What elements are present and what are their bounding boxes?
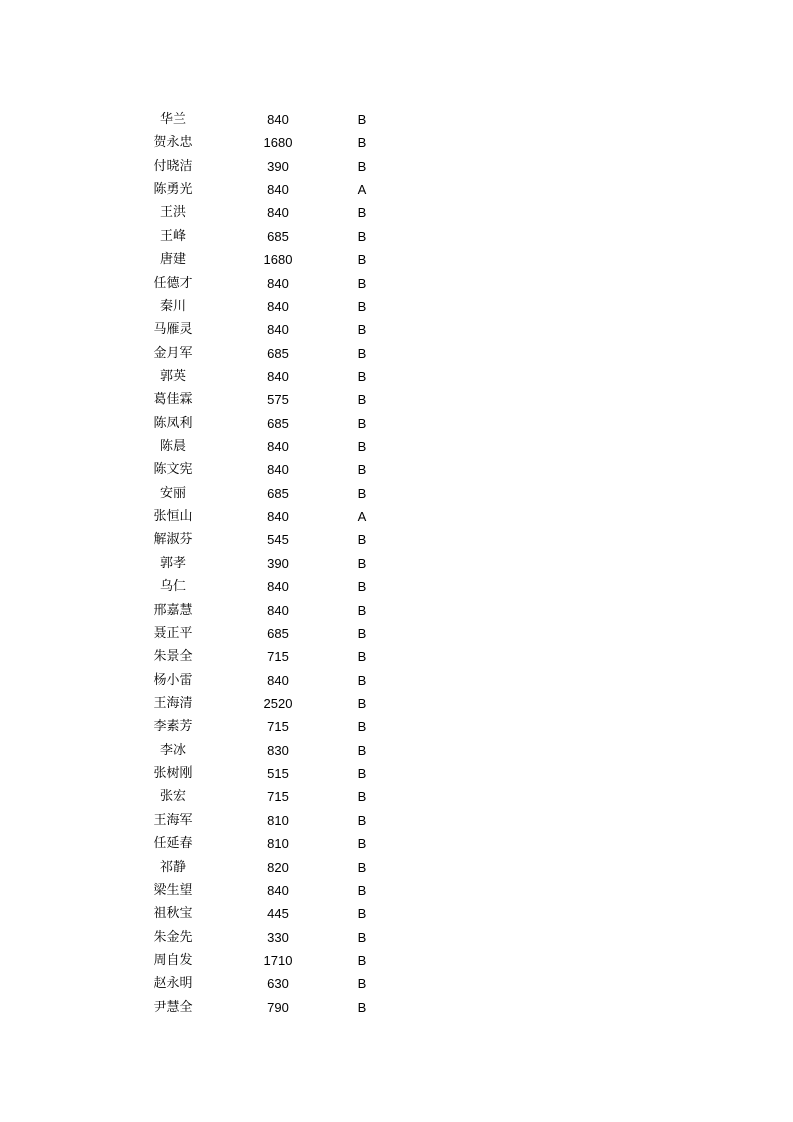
name-cell: 付晓洁 (153, 158, 193, 174)
table-row (0, 715, 793, 738)
grade-cell: B (357, 158, 367, 174)
table-row (0, 552, 793, 575)
table-row (0, 295, 793, 318)
amount-cell: 840 (267, 579, 289, 595)
name-cell: 朱景全 (153, 649, 193, 665)
amount-cell: 840 (267, 672, 289, 688)
amount-cell: 545 (267, 532, 289, 548)
table-row (0, 669, 793, 692)
table-row (0, 622, 793, 645)
table-row (0, 996, 793, 1019)
table-row (0, 412, 793, 435)
grade-cell: B (357, 789, 367, 805)
grade-cell: A (357, 509, 367, 525)
name-cell: 郭孝 (159, 555, 186, 571)
grade-cell: B (357, 976, 367, 992)
table-row (0, 225, 793, 248)
amount-cell: 1680 (263, 252, 293, 268)
name-cell: 赵永明 (153, 976, 193, 992)
name-cell: 陈文宪 (153, 462, 193, 478)
name-cell: 李素芳 (153, 719, 193, 735)
grade-cell: B (357, 649, 367, 665)
table-row (0, 272, 793, 295)
amount-cell: 840 (267, 275, 289, 291)
amount-cell: 840 (267, 462, 289, 478)
name-cell: 贺永忠 (153, 135, 193, 151)
name-cell: 安丽 (159, 485, 186, 501)
name-cell: 秦川 (159, 298, 186, 314)
table-row (0, 599, 793, 622)
name-cell: 王海清 (153, 695, 193, 711)
name-cell: 张恒山 (153, 509, 193, 525)
grade-cell: B (357, 532, 367, 548)
amount-cell: 685 (267, 345, 289, 361)
name-cell: 聂正平 (153, 625, 193, 641)
name-cell: 张树刚 (153, 766, 193, 782)
amount-cell: 445 (267, 906, 289, 922)
table-row (0, 131, 793, 154)
grade-cell: B (357, 882, 367, 898)
name-cell: 陈凤利 (153, 415, 193, 431)
grade-cell: B (357, 368, 367, 384)
table-row (0, 342, 793, 365)
name-cell: 祖秋宝 (153, 906, 193, 922)
grade-cell: B (357, 625, 367, 641)
name-cell: 梁生望 (153, 882, 193, 898)
grade-cell: B (357, 252, 367, 268)
name-cell: 金月军 (153, 345, 193, 361)
table-row (0, 692, 793, 715)
grade-cell: B (357, 228, 367, 244)
grade-cell: B (357, 555, 367, 571)
name-cell: 陈勇光 (153, 182, 193, 198)
grade-cell: B (357, 322, 367, 338)
table-row (0, 201, 793, 224)
amount-cell: 840 (267, 322, 289, 338)
table-row (0, 482, 793, 505)
table-row (0, 785, 793, 808)
amount-cell: 685 (267, 415, 289, 431)
name-cell: 周自发 (153, 952, 193, 968)
grade-cell: B (357, 999, 367, 1015)
amount-cell: 685 (267, 485, 289, 501)
amount-cell: 840 (267, 602, 289, 618)
table-row (0, 155, 793, 178)
table-row (0, 645, 793, 668)
amount-cell: 810 (267, 812, 289, 828)
name-cell: 张宏 (159, 789, 186, 805)
amount-cell: 840 (267, 509, 289, 525)
grade-cell: B (357, 392, 367, 408)
amount-cell: 515 (267, 766, 289, 782)
grade-cell: B (357, 485, 367, 501)
grade-cell: B (357, 766, 367, 782)
name-cell: 唐建 (159, 252, 186, 268)
grade-cell: B (357, 742, 367, 758)
table-row (0, 926, 793, 949)
table-row (0, 365, 793, 388)
amount-cell: 715 (267, 649, 289, 665)
table-row (0, 949, 793, 972)
grade-cell: B (357, 906, 367, 922)
table-row (0, 248, 793, 271)
grade-cell: B (357, 135, 367, 151)
data-table (0, 108, 793, 1019)
amount-cell: 685 (267, 625, 289, 641)
table-row (0, 575, 793, 598)
table-row (0, 739, 793, 762)
name-cell: 郭英 (159, 368, 186, 384)
amount-cell: 840 (267, 439, 289, 455)
amount-cell: 840 (267, 882, 289, 898)
name-cell: 王峰 (159, 228, 186, 244)
grade-cell: B (357, 298, 367, 314)
name-cell: 杨小雷 (153, 672, 193, 688)
amount-cell: 840 (267, 112, 289, 127)
table-row (0, 388, 793, 411)
grade-cell: B (357, 695, 367, 711)
amount-cell: 790 (267, 999, 289, 1015)
name-cell: 邢嘉慧 (153, 602, 193, 618)
table-row (0, 879, 793, 902)
name-cell: 朱金先 (153, 929, 193, 945)
table-row (0, 809, 793, 832)
name-cell: 乌仁 (159, 579, 186, 595)
grade-cell: B (357, 579, 367, 595)
grade-cell: A (357, 182, 367, 198)
grade-cell: B (357, 672, 367, 688)
table-row (0, 108, 793, 131)
name-cell: 王海军 (153, 812, 193, 828)
amount-cell: 1710 (263, 952, 293, 968)
table-row (0, 318, 793, 341)
table-row (0, 178, 793, 201)
name-cell: 华兰 (159, 112, 186, 127)
grade-cell: B (357, 719, 367, 735)
grade-cell: B (357, 205, 367, 221)
name-cell: 葛佳霖 (153, 392, 193, 408)
grade-cell: B (357, 275, 367, 291)
grade-cell: B (357, 812, 367, 828)
amount-cell: 840 (267, 182, 289, 198)
table-row (0, 972, 793, 995)
table-row (0, 458, 793, 481)
name-cell: 陈晨 (159, 439, 186, 455)
amount-cell: 715 (267, 789, 289, 805)
name-cell: 祁静 (159, 859, 186, 875)
grade-cell: B (357, 859, 367, 875)
name-cell: 解淑芬 (153, 532, 193, 548)
amount-cell: 840 (267, 368, 289, 384)
amount-cell: 840 (267, 205, 289, 221)
table-row (0, 762, 793, 785)
name-cell: 李冰 (159, 742, 186, 758)
grade-cell: B (357, 345, 367, 361)
name-cell: 任延春 (153, 836, 193, 852)
grade-cell: B (357, 112, 367, 127)
amount-cell: 810 (267, 836, 289, 852)
grade-cell: B (357, 602, 367, 618)
grade-cell: B (357, 439, 367, 455)
amount-cell: 1680 (263, 135, 293, 151)
amount-cell: 830 (267, 742, 289, 758)
table-row (0, 856, 793, 879)
grade-cell: B (357, 952, 367, 968)
table-row (0, 435, 793, 458)
amount-cell: 330 (267, 929, 289, 945)
grade-cell: B (357, 929, 367, 945)
amount-cell: 390 (267, 158, 289, 174)
amount-cell: 390 (267, 555, 289, 571)
name-cell: 尹慧全 (153, 999, 193, 1015)
grade-cell: B (357, 415, 367, 431)
name-cell: 马雁灵 (153, 322, 193, 338)
grade-cell: B (357, 836, 367, 852)
amount-cell: 2520 (263, 695, 293, 711)
name-cell: 王洪 (159, 205, 186, 221)
amount-cell: 840 (267, 298, 289, 314)
grade-cell: B (357, 462, 367, 478)
name-cell: 任德才 (153, 275, 193, 291)
amount-cell: 575 (267, 392, 289, 408)
amount-cell: 715 (267, 719, 289, 735)
amount-cell: 820 (267, 859, 289, 875)
amount-cell: 630 (267, 976, 289, 992)
table-row (0, 832, 793, 855)
table-row (0, 902, 793, 925)
table-row (0, 528, 793, 551)
table-row (0, 505, 793, 528)
amount-cell: 685 (267, 228, 289, 244)
